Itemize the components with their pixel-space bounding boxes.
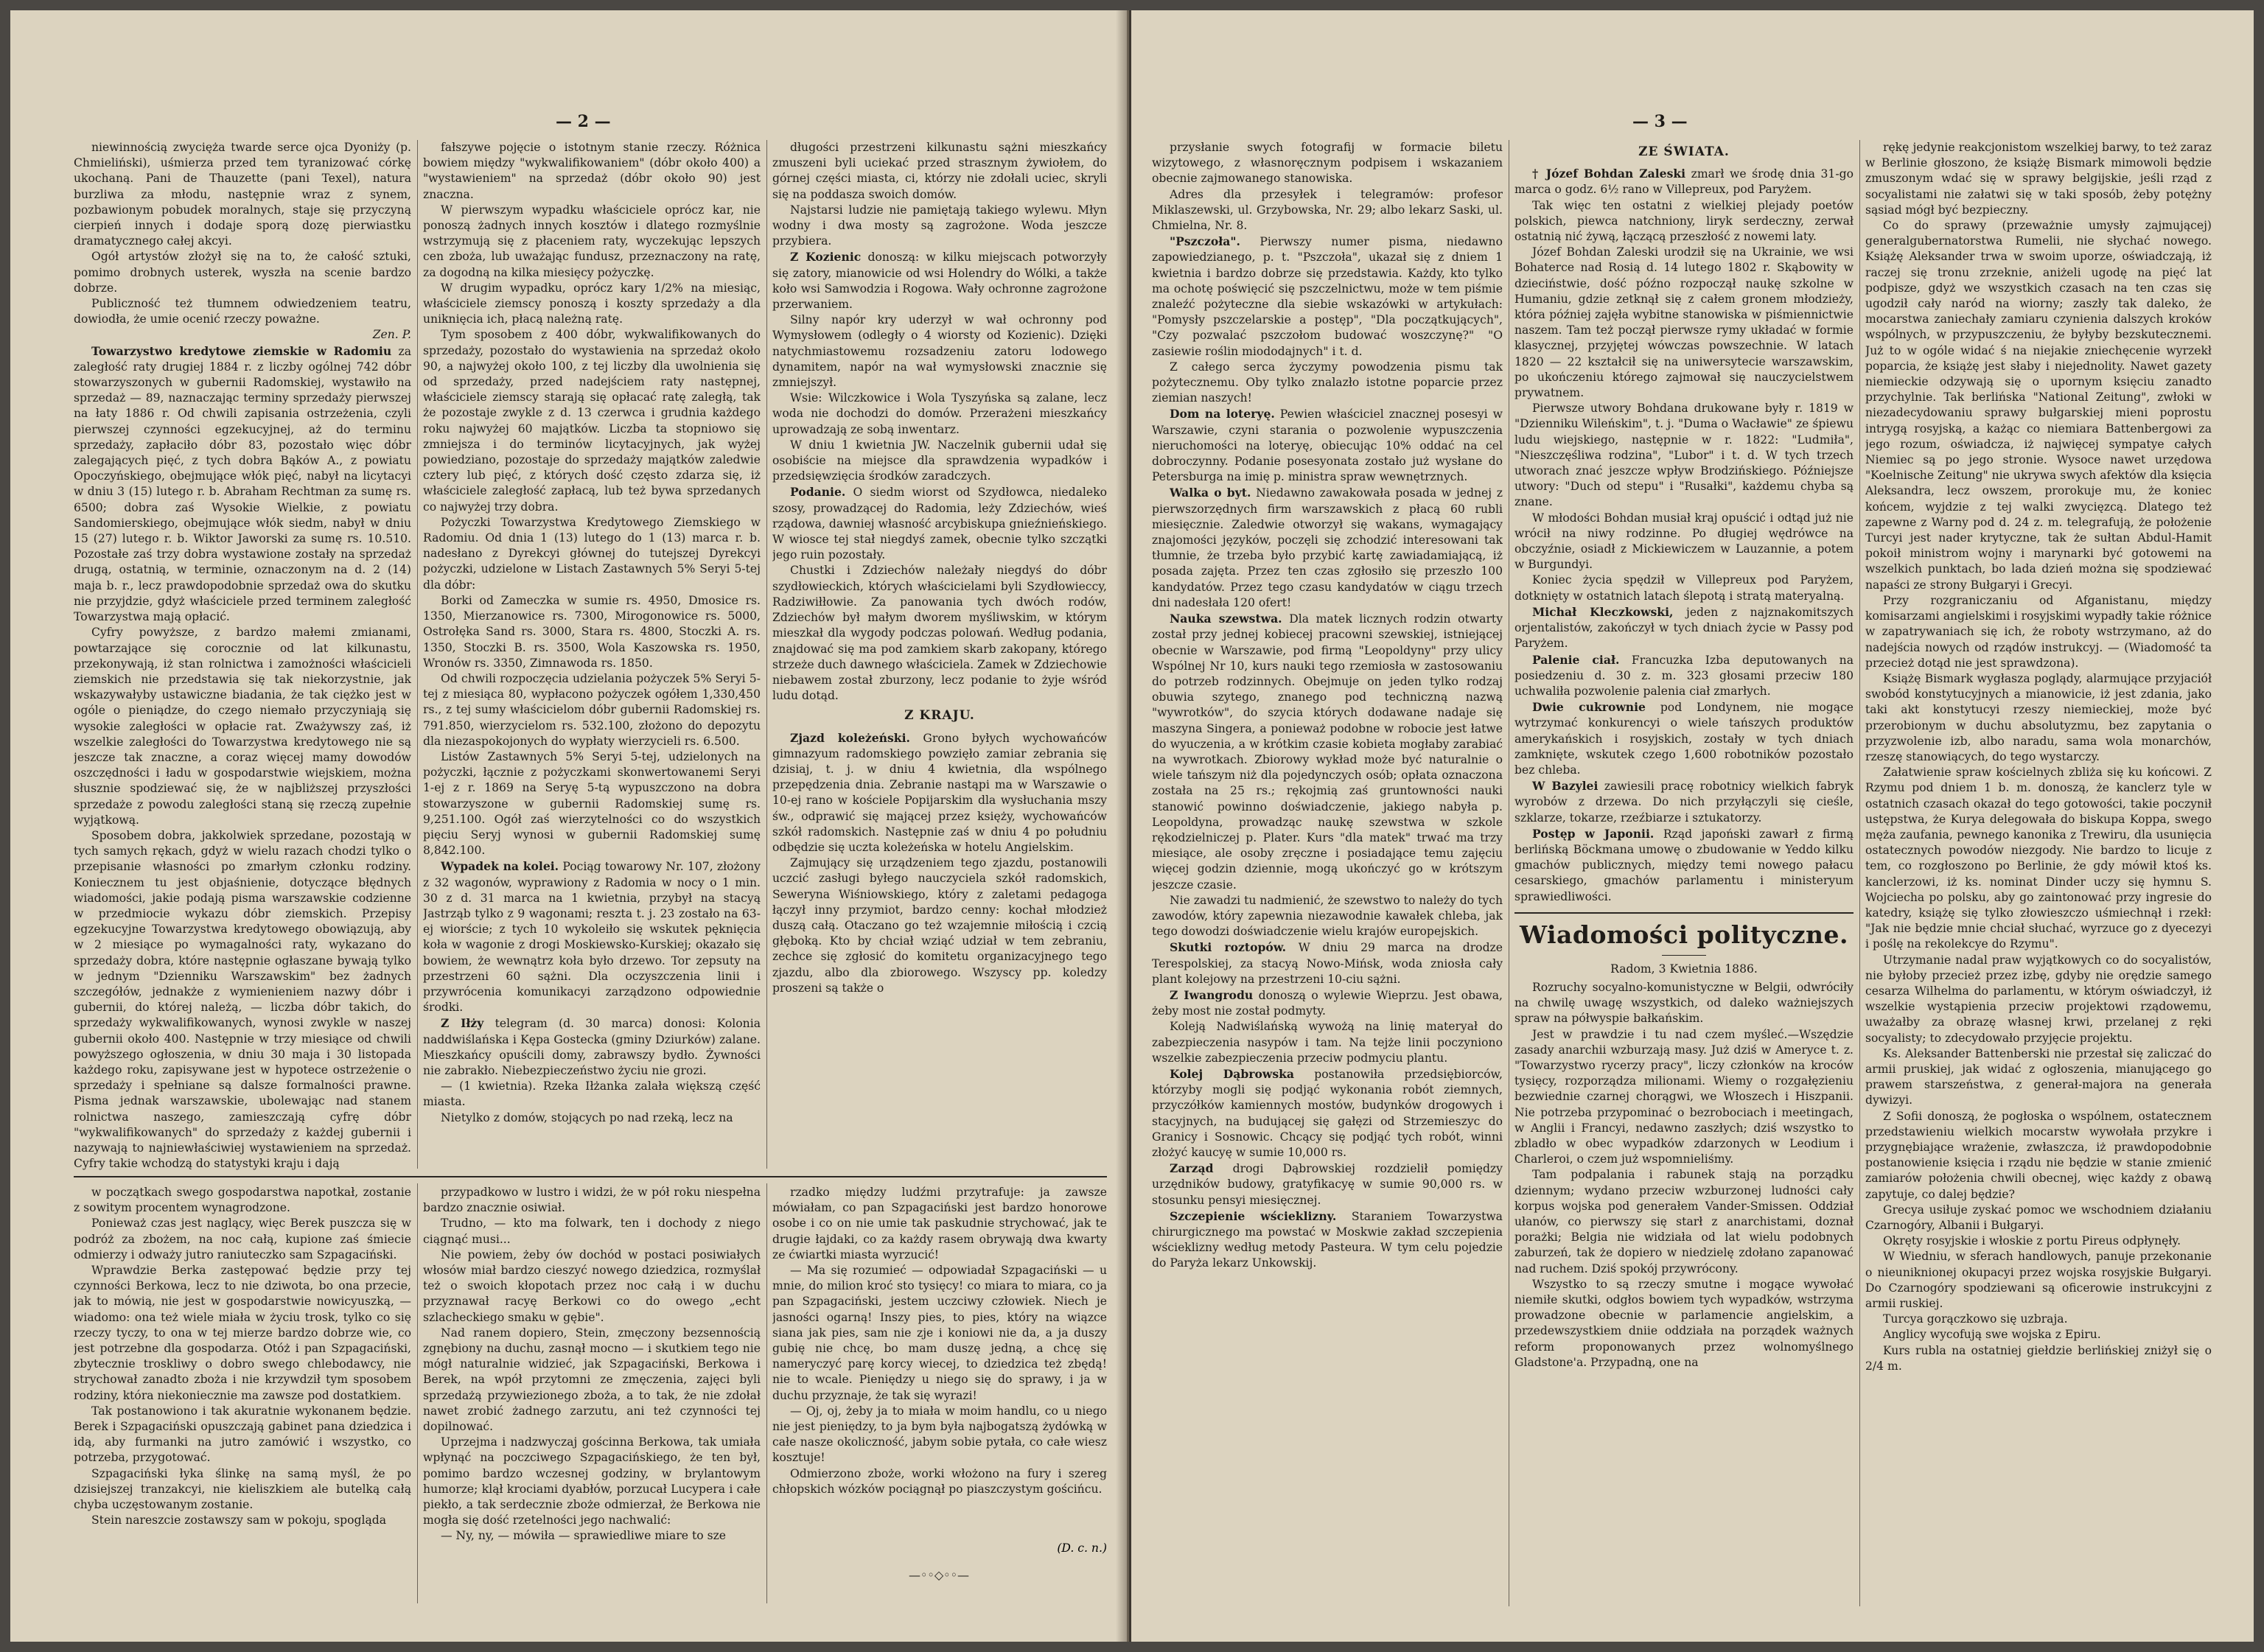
paragraph: Co do sprawy (przeważnie umysły zajmującej) generalgubernatorstwa Rumelii, nie słychać nowego. Książę Aleksander trwa w swoim uporze, oświadczają, iż raczej się tronu zrzeknie, aniżeli ugodę na pięć lat podpisze, gdyż we wszystkich czasach na ten czas się ugodził cały naród na wiorny; zaszły tak daleko, że mocarstwa zaniechały zamiaru czynienia dalszych kroków wspólnych, w przypuszczeniu, że byłyby bezskutecznemi. Już to w ogóle widać ś na niejakie zniechęcenie wyrzekł poparcia, że książę jest słaby i niejednolity. Nawet gazety niemieckie odzywają się o upornym księciu zanadto przychylnie. Tak berlińska "National Zeitung", zwłoki w niezadecydowaniu sprawy bułgarskiej mieni poprostu intrygą rosyjską, a każąc co niemiara Battenbergowi za jego rozum, oświadcza, iż najwięcej sympatye całych Niemiec są po jego stronie. Wysoce nawet urzędowa "Koelnische Zeitung" nie ukrywa swych afektów dla księcia Aleksandra, lecz owszem, prorokuje mu, że koniec końcem, wyjdzie z tej walki zwycięzcą. Dlatego też zapewne z Warny pod d. 24 z. m. telegrafują, że położenie Turcyi jest nader krytyczne, tak że sułtan Abdul-Hamit pokoił ministrom wojny i marynarki być gotowemi na wszelkich punktach, bo lada dzień można się spodziewać napaści ze strony Bułgaryi i Grecyi. — [1865, 219, 2212, 592]
column-divider — [766, 1183, 767, 1603]
article-column-1 — [74, 140, 411, 1172]
feuilleton-rule — [74, 1176, 1107, 1177]
paragraph: długości przestrzeni kilkunastu sążni mieszkańcy zmuszeni byli uciekać przed strasznym żywiołem, do górnej części miasta, ci, którzy nie zdołali uciec, skryli się na poddasza swoich domów. — [772, 141, 1107, 201]
paragraph: — (1 kwietnia). Rzeka Iłżanka zalała większą część miasta. — [423, 1079, 761, 1109]
paragraph: Ponieważ czas jest naglący, więc Berek puszcza się w podróż za zbożem, na noc całą, kupione zaś śmiecie odmierzy i odważy jutro raniuteczko sam Szpagaciński. — [74, 1217, 411, 1261]
paragraph: Pożyczki Towarzystwa Kredytowego Ziemskiego w Radomiu. Od dnia 1 (13) lutego do 1 (13) marca r. b. nadesłano z Dyrekcyi głównej do tutejszej Dyrekcyi pożyczki, udzielone w Listach Zastawnych 5% Seryi 5-tej dla dóbr: — [423, 515, 761, 592]
paragraph: Tak więc ten ostatni z wielkiej plejady poetów polskich, piewca natchniony, liryk serdeczny, zerwał ostatnią nić żywą, łączącą przeszłość z nowemi laty. — [1514, 198, 1854, 244]
newspaper-spread — [10, 10, 2254, 1642]
article-heading: Towarzystwo kredytowe ziemskie w Radomiu — [91, 343, 392, 358]
paragraph: Odmierzono zboże, worki włożono na fury i szereg chłopskich wózków pociągnął po piaszczystym gościńcu. — [772, 1466, 1107, 1496]
article-heading: Michał Kleczkowski, — [1532, 604, 1674, 619]
paragraph: Z Sofii donoszą, że pogłoska o wspólnem, ostatecznem przedstawieniu wielkich mocarstw wywołała przykre i przygnębiające wrażenie, zwłaszcza, iż prawdopodobnie postanowienie księcia i rządu nie będzie w stanie zmienić zamiarów położenia chwili obecnej, więc każdy z obawą zapytuje, co dalej będzie? — [1865, 1109, 2212, 1201]
paragraph: Kurs rubla na ostatniej giełdzie berlińskiej zniżył się o 2/4 m. — [1865, 1343, 2212, 1373]
paragraph: Tak postanowiono i tak akuratnie wykonanem będzie. Berek i Szpagaciński opuszczają gabinet pana dziedzica i idą, aby furmanki na jutro zamówić i wszystko, co potrzeba, przygotować. — [74, 1404, 411, 1465]
paragraph: Silny napór kry uderzył w wał ochronny pod Wymysłowem (odległy o 4 wiorsty od Kozienic). Dzięki natychmiastowemu rozsadzeniu zatoru lodowego dynamitem, napór na wał wymysłowski znacznie się zmniejszył. — [772, 313, 1107, 390]
paragraph: Najstarsi ludzie nie pamiętają takiego wylewu. Młyn wodny i dwa mosty są zagrożone. Woda jeszcze przybiera. — [772, 203, 1107, 248]
article-heading: Kolej Dąbrowska — [1170, 1066, 1295, 1081]
paragraph: rękę jedynie reakcjonistom wszelkiej barwy, to też zaraz w Berlinie głoszono, że książę Bismark mimowoli będzie zmuszonym wdać się w sprawy belgijskie, jeśli rząd z socyalistami nie załatwi się w taki sposób, żeby potężny sąsiad mógł być bezpieczny. — [1865, 141, 2212, 217]
paragraph: Załatwienie spraw kościelnych zbliża się ku końcowi. Z Rzymu pod dniem 1 b. m. donoszą, że kanclerz tyle w ostatnich czasach okazał do tego gotowości, takie poczynił ustępstwa, że Kurya delegowała do biskupa Koppa, swego męża zaufania, pewnego kanonika z Trewiru, dla usunięcia ostatecznych powodów niezgody. Nie bardzo to licuje z tem, co rozgłoszono po Berlinie, że gdy mówił ktoś ks. kanclerzowi, iż ks. nominat Dinder uczy się hymnu S. Wojciecha po polsku, aby go zaintonować przy ingresie do katedry, książę się tylko złowieszczo uśmiechnął i rzekł: "Jak nie będzie mnie chciał słuchać, wyrzuce go z dyecezyi i poślę na rekolekcye do Rzymu". — [1865, 766, 2212, 951]
author-signature: Zen. P. — [372, 328, 411, 342]
column-divider — [1859, 140, 1860, 1606]
page-right — [1131, 10, 2254, 1642]
article-heading: Walka o byt. — [1170, 486, 1251, 500]
section-rule — [1514, 912, 1854, 914]
article-column-3 — [772, 140, 1107, 1172]
article-heading: † Józef Bohdan Zaleski — [1532, 167, 1686, 181]
paragraph: Dla matek licznych rodzin otwarty został przy jednej kobiecej pracowni szewskiej, istniejącej obecnie w Warszawie, pod firmą "Leopoldyny" przy ulicy Wspólnej Nr 10, kurs nauki tego rzemiosła w zastosowaniu do potrzeb rodzinnych. Obejmuje on jeden tylko rodzaj obuwia szytego, znanego pod techniczną nazwą "wywrotków", do szycia których dodawane nadaje się maszyna Singera, a ponieważ podobne w robocie jest łatwe do wyuczenia, a w krótkim czasie kobieta mogłaby zarabiać na wywrotkach. Zbiorowy wykład może być naturalnie o wiele tańszym niż dla pojedynczych osób; opłata oznaczona została na 25 rs.; rękojmią zaś gruntowności nauki stanowić powinno doświadczenie, jakiego nabyła p. Leopoldyna, prowadząc naukę szewstwa w szkole rękodzielniczej p. Plater. Kurs "dla matek" trwać ma trzy miesiące, ale osoby zręczne i posiadające temu zajęciu więcej godzin dziennie, mogą ukończyć go w krótszym jeszcze czasie. — [1152, 612, 1503, 892]
paragraph: Nie powiem, żeby ów dochód w postaci posiwiałych włosów miał bardzo cieszyć nowego dziedzica, rozmyślał też o swoich kłopotach przez noc całą i w duchu przyznawał racyę Berkowi co do owego „echt szlacheckiego smaku w gębie". — [423, 1247, 761, 1324]
section-heading: ZE ŚWIATA. — [1638, 144, 1730, 159]
paragraph: telegram (d. 30 marca) donosi: Kolonia naddwiślańska i Kępa Gostecka (gminy Dziurków) zalane. Mieszkańcy opuścili domy, zabrawszy bydło. Żywności nie zabrakło. Niebezpieczeństwo życiu nie grozi. — [423, 1017, 761, 1077]
paragraph: Okręty rosyjskie i włoskie z portu Pireus odpłynęły. — [1883, 1234, 2181, 1248]
page-left — [10, 10, 1129, 1642]
page-number-right: — 3 — — [1632, 112, 1688, 131]
article-heading: Nauka szewstwa. — [1170, 612, 1282, 626]
paragraph: Wsie: Wilczkowice i Wola Tyszyńska są zalane, lecz woda nie dochodzi do domów. Przerażeni mieszkańcy uprowadzają ze sobą inwentarz. — [772, 391, 1107, 436]
paragraph: Grono byłych wychowańców gimnazyum radomskiego powzięło zamiar zebrania się dzisiaj, t. j. w dniu 4 kwietnia, dla wspólnego przepędzenia dnia. Zebranie nastąpi ma w Warszawie o 10-ej rano w kościele Popijarskim dla wysłuchania mszy św., odprawić się mającej przez księży, wychowańców szkół radomskich. Następnie zaś w dniu 4 po południu odbędzie się uczta koleżeńska w hotelu Angielskim. — [772, 731, 1107, 854]
paragraph: Uprzejma i nadzwyczaj gościnna Berkowa, tak umiała wpłynąć na poczciwego Szpagacińskiego, że ten był, pomimo bardzo wczesnej godziny, w brylantowym humorze; klął krociami dyabłów, porzucał Lucypera i całe piekło, a tak serdecznie zboże odmierzał, że Berkowa nie mogła się dość rzetelności jego nachwalić: — [423, 1435, 761, 1527]
paragraph: Listów Zastawnych 5% Seryi 5-tej, udzielonych na pożyczki, łącznie z pożyczkami skonwertowanemi Seryi 1-ej z r. 1869 na Seryę 5-tą wypuszczono na dobra stowarzyszone w gubernii Radomskiej sumę rs. 9,251.100. Ogół zaś wierzytelności co do wszystkich pięciu Seryj wynosi w gubernii Radomskiej sumę 8,842.100. — [423, 749, 761, 858]
paragraph: Publiczność też tłumnem odwiedzeniem teatru, dowiodła, że umie ocenić rzeczy poważne. — [74, 297, 411, 326]
paragraph: Tam podpalania i rabunek stają na porządku dziennym; wydano przeciw wzburzonej ludności cały korpus wojska pod generałem Vander-Smissen. Oddział ułanów, co pierwszy się starł z anarchistami, doznał porażki; Belgia nie widziała od lat wielu podobnych zaburzeń, tak że dopiero w niedzielę zdołano zapanować nad ruchem. Dziś spokój przywrócony. — [1514, 1168, 1854, 1275]
feuilleton-column-2 — [423, 1185, 761, 1602]
paragraph: Staraniem Towarzystwa chirurgicznego ma powstać w Moskwie zakład szczepienia wścieklizny według metody Pasteura. W tym celu pojedzie do Paryża lekarz Unkowskij. — [1152, 1209, 1503, 1270]
feuilleton-column-3 — [772, 1185, 1107, 1531]
ornament-divider: —◦◦◇◦◦— — [908, 1568, 970, 1582]
paragraph: Józef Bohdan Zaleski urodził się na Ukrainie, we wsi Bohaterce nad Rosią d. 14 lutego 1802 r. Skąbowity w dzieciństwie, dość późno rozpoczął naukę szkolne w Humaniu, gdzie zetknął się z całem gronem młodzieży, która później zajęła wybitne stanowiska w piśmiennictwie naszem. Tam też począł pierwsze rymy układać w formie klasycznej, przyjętej wówczas powszechnie. W latach 1820 — 22 kształcił się na uniwersytecie warszawskim, po ukończeniu którego zajmował się nauczycielstwem prywatnem. — [1514, 245, 1854, 400]
paragraph: Nie zawadzi tu nadmienić, że szewstwo to należy do tych zawodów, który zapewnia niezawodnie kawałek chleba, jak tego dowodzi doświadczenie wielu krajów europejskich. — [1152, 893, 1503, 939]
page-number-left: — 2 — — [556, 112, 611, 131]
paragraph: w początkach swego gospodarstwa napotkał, zostanie z sowitym procentem wynagrodzone. — [74, 1186, 411, 1215]
paragraph: Grecya usiłuje zyskać pomoc we wschodniem działaniu Czarnogóry, Albanii i Bułgaryi. — [1865, 1203, 2212, 1233]
paragraph: Przy rozgraniczaniu od Afganistanu, między komisarzami angielskimi i rosyjskimi wypadły takie różnice w zapatrywaniach się ich, że roboty wstrzymano, aż do nadejścia nowych od rządów instrukcyj. — (Wiadomość ta przecież dotąd nie jest sprawdzona). — [1865, 593, 2212, 670]
paragraph: Tym sposobem z 400 dóbr, wykwalifikowanych do sprzedaży, pozostało do wystawienia na sprzedaż około 90, a najwyżej około 100, z tej liczby dla uwolnienia się od sprzedaży, przed nadejściem raty następnej, właściciele ziemscy starają się opłacać ratę zaległą, tak że pozostaje zwykle z d. 13 czerwca i grudnia każdego roku najwyżej 60 majątków. Liczba ta stopniowo się zmniejsza i do terminów licytacyjnych, jak wyżej powiedziano, pozostaje do sprzedaży majątków zaledwie cztery lub pięć, z których dość często zdarza się, iż właściciele zaległość zapłacą, lub też bywa sprzedanych co najwyżej trzy dobra. — [423, 328, 761, 514]
paragraph: Niedawno zawakowała posada w jednej z pierwszorzędnych firm warszawskich z płacą 60 rubli miesięcznie. Zaledwie otworzył się wakans, wymagający znajomości języków, poczęli się zchodzić interesowani tak tłumnie, że trzeba było przybić kartę zawiadamiającą, iż posada zajęta. Przez ten czas zgłosiło się przeszło 100 kandydatów. Przez tego czasu kandydatów w ciągu trzech dni nadesłała 120 ofert! — [1152, 486, 1503, 609]
paragraph: Adres dla przesyłek i telegramów: profesor Miklaszewski, ul. Grzybowska, Nr. 29; albo lekarz Saski, ul. Chmielna, Nr. 8. — [1152, 187, 1503, 233]
paragraph: Pierwsze utwory Bohdana drukowane były r. 1819 w "Dzienniku Wileńskim", t. j. "Duma o Wacławie" ze śpiewu ludu wiejskiego, następnie w r. 1822: "Ludmiła", "Nieszczęśliwa rodzina", "Lubor" i t. d. W tych trzech utworach znać jeszcze wpływ Brodzińskiego. Późniejsze utwory: "Duch od stepu" i "Rusałki", każdemu chyba są znane. — [1514, 402, 1854, 509]
paragraph: — Ny, ny, — mówiła — sprawiedliwe miare to sze — [441, 1529, 727, 1543]
paragraph: Wszystko to są rzeczy smutne i mogące wywołać niemiłe skutki, odgłos bowiem tych wypadków, wstrzyma prowadzone obecnie w parlamencie angielskim, a przedewszystkiem dniie oddziała na porządek ważnych reform proponowanych przez wolnomyślnego Gladstone'a. Przypadną, one na — [1514, 1277, 1854, 1369]
paragraph: Borki od Zameczka w sumie rs. 4950, Dmosice rs. 1350, Mierzanowice rs. 7300, Mirogonowice rs. 5000, Ostrołęka Sand rs. 3000, Stara rs. 4800, Stoczki A. rs. 1350, Stoczki B. rs. 3500, Wola Kaszowska rs. 1950, Wronów rs. 3350, Zimnawoda rs. 1850. — [423, 593, 761, 670]
column-divider — [766, 140, 767, 1169]
article-heading: Zjazd koleżeński. — [790, 730, 910, 745]
paragraph: postanowiła przedsiębiorców, którzyby mogli się podjąć wykonania robót ziemnych, przyczółków kamiennych mostów, budynków drogowych i stacyjnych, na budującej się gałęzi od Strzemieszyc do Granicy i Sosnowic. Chcący się podjąć tych robót, winni złożyć kaucyę w sumie 10,000 rs. — [1152, 1067, 1503, 1159]
paragraph: Pierwszy numer pisma, niedawno zapowiedzianego, p. t. "Pszczoła", ukazał się z dniem 1 kwietnia i bardzo dobrze się przedstawia. Każdy, kto tylko ma ochotę poświęcić się pszczelnictwu, może w tem piśmie znaleźć pożyteczne dla siebie wskazówki w artykułach: "Pomysły pszczelarskie a postęp", "Dla początkujących", "Czy pozwalać pszczołom budować woszczynę?" "O zasiewie roślin miododajnych" i t. d. — [1152, 235, 1503, 358]
article-heading: Z Iwangrodu — [1170, 987, 1254, 1002]
article-column-1 — [1152, 140, 1503, 1606]
paragraph: drogi Dąbrowskiej rozdzielił pomiędzy urzędników budowy, gratyfikacyę w sumie 90,000 rs. w stosunku pensyi miesięcznej. — [1152, 1162, 1503, 1207]
paragraph: Od chwili rozpoczęcia udzielania pożyczek 5% Seryi 5-tej z miesiąca 80, wypłacono pożyczek ogółem 1,330,450 rs., z tej sumy właścicielom dóbr gubernii Radomskiej rs. 791.850, wierzycielom rs. 532.100, złożono do depozytu dla niezaspokojonych do wypłaty wierzycieli rs. 6.500. — [423, 671, 761, 748]
column-divider — [417, 140, 418, 1169]
paragraph: donoszą o wylewie Wieprzu. Jest obawa, żeby most nie został podmyty. — [1152, 988, 1503, 1018]
paragraph: O siedm wiorst od Szydłowca, niedaleko szosy, prowadzącej do Radomia, leży Zdziechów, wieś rządowa, dawniej własność arcybiskupa gnieźnieńskiego. W wiosce tej stał niegdyś zamek, obecnie tylko szczątki jego ruin pozostały. — [772, 486, 1107, 562]
paragraph: Turcya gorączkowo się uzbraja. — [1883, 1312, 2068, 1326]
paragraph: W drugim wypadku, oprócz kary 1/2% na miesiąc, właściciele ziemscy ponoszą i koszty sprzedaży a dla uniknięcia ich, płacą należną ratę. — [423, 281, 761, 326]
section-heading: Z KRAJU. — [904, 708, 975, 724]
section-title-politics: Wiadomości polityczne. — [1520, 920, 1848, 949]
article-heading: Z Kozienic — [790, 250, 862, 265]
paragraph: Koleją Nadwiślańską wywożą na linię materyał do zabezpieczenia nasypów i tam. Na tejże linii poczyniono wszelkie zabezpieczenia przeciw podmyciu plantu. — [1152, 1020, 1503, 1065]
paragraph: Z całego serca życzymy powodzenia pismu tak pożytecznemu. Oby tylko znalazło istotne poparcie przez ziemian naszych! — [1152, 360, 1503, 405]
paragraph: jeden z najznakomitszych orjentalistów, zakończył w tych dniach życie w Passy pod Paryżem. — [1514, 605, 1854, 651]
paragraph: Anglicy wycofują swe wojska z Epiru. — [1883, 1328, 2101, 1342]
paragraph: za zaległość raty drugiej 1884 r. z liczby ogólnej 742 dóbr stowarzyszonych w gubernii Radomskiej, wystawiło na sprzedaż — 89, naznaczając terminy sprzedaży pierwszej na łaty 1886 r. Od chwili zapisania ostrzeżenia, czyli pierwszej czynności egzekucyjnej, aż do terminu sprzedaży, zapłaciło dóbr 83, pozostało więc dóbr zalegających pięć, z tych dobra Bąków A., z powiatu Opoczyńskiego, obejmujące włók pięć, nabył na licytacyi w dniu 3 (15) lutego r. b. Abraham Rechtman za sumę rs. 6500; dobra zaś Wysokie Wielkie, z powiatu Sandomierskiego, obejmujące włók siedm, nabył w dniu 15 (27) lutego r. b. Wiktor Jaworski za sumę rs. 10.510. Pozostałe zaś trzy dobra wystawione zostały na sprzedaż drugą, ostatnią, w terminie, oznaczonym na d. 2 (14) maja b. r., lecz prawdopodobnie sprzedaż owa do skutku nie przyjdzie, gdyż właściciele przed terminem zaległość Towarzystwa mają opłacić. — [74, 344, 411, 624]
article-column-2 — [423, 140, 761, 1172]
paragraph: Utrzymanie nadal praw wyjątkowych co do socyalistów, nie byłoby przecież przez izbę, gdyby nie orędzie samego cesarza Wilhelma do parlamentu, w którym oświadczył, iż wszelkie wystąpienia przeciw projektowi rządowemu, uważałby za obrazę własnej krwi, przelanej z ręki socyalisty; to zdecydowało przyjęcie projektu. — [1865, 953, 2212, 1045]
article-heading: Zarząd — [1170, 1161, 1214, 1176]
paragraph: przypadkowo w lustro i widzi, że w pół roku niespełna bardzo znacznie osiwiał. — [423, 1186, 761, 1215]
paragraph: W pierwszym wypadku właściciele oprócz kar, nie ponoszą żadnych innych kosztów i dlatego rozmyślnie wstrzymują się z płaceniem raty, wyczekując lepszych cen zboża, lub uważając fundusz, przeznaczony na ratę, za dogodną na kilka miesięcy pożyczkę. — [423, 203, 761, 279]
paragraph: Koniec życia spędził w Villepreux pod Paryżem, dotknięty w ostatnich latach ślepotą i stratą materyalną. — [1514, 573, 1854, 603]
article-column-2 — [1514, 140, 1854, 1606]
paragraph: zmarł we środę dnia 31-go marca o godz. 6½ rano w Villepreux, pod Paryżem. — [1514, 167, 1854, 197]
paragraph: Ks. Aleksander Battenberski nie przestał się zaliczać do armii pruskiej, jak widać z ogłoszenia, mianującego go prawem starszeństwa, z generał-majora na generała dywizyi. — [1865, 1046, 2212, 1107]
paragraph: W dniu 29 marca na drodze Terespolskiej, za stacyą Nowo-Mińsk, woda zniosła cały plant kolejowy na przestrzeni 10-ciu sążni. — [1152, 941, 1503, 986]
paragraph: rzadko między ludźmi przytrafuje: ja zawsze mówiałam, co pan Szpagaciński jest bardzo honorowe osobe i co on nie umie tak paskudnie strychować, jak te drugie łajdaki, co za każdy rasem obrywają dwa kwarty ze ćwiartki miasta wyrzucić! — [772, 1186, 1107, 1261]
article-heading: "Pszczoła". — [1170, 234, 1240, 249]
paragraph: — Ma się rozumieć — odpowiadał Szpagaciński — u mnie, do milion kroć sto tysięcy! co miara to miara, co ja pan Szpagaciński, jestem uczciwy człowiek. Niech je jasności ogarną! Inszy pies, to pies, który na wiązce siana jak pies, sam nie zje i koniowi nie da, a ja duszy gubię nie chcę, bo mam duszę jedną, a chcę się nameryczyć parę korcy wiecej, to dziedzica też zbędą! nie to wcale. Pieniędzy u niego się do sprawy, i ja w duchu przyznaje, że tak się wyrazi! — [772, 1264, 1107, 1402]
paragraph: W dniu 1 kwietnia JW. Naczelnik gubernii udał się osobiście na miejsce dla sprawdzenia wypadków i przedsięwzięcia środków zaradczych. — [772, 438, 1107, 483]
article-heading: W Bazylei — [1532, 779, 1599, 794]
article-heading: Podanie. — [790, 485, 846, 500]
article-heading: Skutki roztopów. — [1170, 940, 1287, 955]
article-heading: Dom na loteryę. — [1170, 407, 1275, 421]
paragraph: pod Londynem, nie mogące wytrzymać konkurencyi o wiele tańszych produktów amerykańskich i rosyjskich, zostały w tych dniach zamknięte, wskutek czego 1,600 robotników pozostało bez chleba. — [1514, 701, 1854, 777]
article-column-3 — [1865, 140, 2212, 1606]
paragraph: Pociąg towarowy Nr. 107, złożony z 32 wagonów, wyprawiony z Radomia w nocy o 1 min. 30 z d. 31 marca na 1 kwietnia, przybył na stacyą Jastrząb tylko z 9 wagonami; reszta t. j. 23 zostało na 63-ej wiorście; z tych 10 wykoleiło się wskutek pęknięcia koła w wagonie z drogi Moskiewsko-Kurskiej; okazało się bowiem, że wewnątrz koła było drzewo. Tor zepsuty na przestrzeni 60 sążni. Dla oczyszczenia linii i przywrócenia komunikacyi zarządzono odpowiednie środki. — [423, 860, 761, 1015]
article-heading: Postęp w Japonii. — [1532, 826, 1655, 841]
article-heading: Wypadek na kolei. — [441, 859, 559, 874]
paragraph: Nad ranem dopiero, Stein, zmęczony bezsennością zgnębiony na duchu, zasnął mocno — i skutkiem tego nie mógł naturalnie widzieć, jak Szpagaciński, Berkowa i Berek, na wpół przytomni ze zmęczenia, zajęci byli sprzedażą przywiezionego zboża, a to tak, że nie zdołał nawet zrobić żadnego zarzutu, ani też czynności tej dopilnować. — [423, 1326, 761, 1434]
paragraph: Sposobem dobra, jakkolwiek sprzedane, pozostają w tych samych rękach, gdyż w wielu razach chodzi tylko o przepisanie własności po zmarłym członku rodziny. Koniecznem tu jest objaśnienie, dotyczące błędnych wiadomości, jakie podają pisma warszawskie codzienne w przedmiocie wykazu dóbr ziemskich. Przepisy egzekucyjne Towarzystwa kredytowego obowiązują, aby w 2 miesiące po wymagalności raty, wykazano do sprzedaży dobra, które następnie ogłaszane bywają tylko w jednym "Dzienniku Warszawskim" bez żadnych szczegółów, jednakże z wymienieniem nazwy dóbr i gubernii, do której należą, — liczba dóbr takich, do sprzedaży wykwalifikowanych, wynosi zwykle w naszej gubernii około 400. Następnie w trzy miesiące od chwili powyższego ogłoszenia, w dniu 30 maja i 30 listopada każdego roku, zapisywane jest w hypotece ostrzeżenie o sprzedaży i spełniane są dalsze formalności prawne. Pisma jednak warszawskie, ubolewając nad stanem rolnictwa naszego, zamieszczają cyfrę dóbr "wykwalifikowanych" do sprzedaży z każdej gubernii i nazywają to najniewłaściwiej wystawieniem na sprzedaż. Cyfry takie wchodzą do statystyki kraju i dają — [74, 828, 411, 1171]
feuilleton-column-1 — [74, 1185, 411, 1602]
paragraph: Szpagaciński łyka ślinkę na samą myśl, że po dzisiejszej tranzakcyi, nie kieliszkiem ale butelką całą chyba uczęstowanym zostanie. — [74, 1466, 411, 1512]
paragraph: niewinnością zwycięża twarde serce ojca Dyoniży (p. Chmieliński), uśmierza przed tem tyranizować córkę ukochaną. Pani de Thauzette (pani Texel), natura burzliwa za młodu, następnie wraz z synem, pozbawionym pobudek moralnych, staje się przyczyną cierpień innych i dodaje sporą dozę pierwiastku dramatycznego całej akcyi. — [74, 141, 411, 248]
paragraph: Wprawdzie Berka zastępować będzie przy tej czynności Berkowa, lecz to nie dziwota, bo ona przecie, jak to mówią, nie jest w gospodarstwie nowicyuszką, — wiadomo: ona też wiele miała w życiu trosk, tylko co się rzeczy tyczy, to ona w tej mierze bardzo dobrze wie, co jest potrzebne dla gospodarza. Otóż i pan Szpagaciński, zbytecznie troskliwy o dobro swego chlebodawcy, nie strychował zanadto zboża i nie krzywdził tym sposobem rodziny, która niekoniecznie ma zawsze pod dostatkiem. — [74, 1264, 411, 1402]
paragraph: W Wiedniu, w sferach handlowych, panuje przekonanie o nieuniknionej okupacyi przez wojska rosyjskie Bułgaryi. Do Czarnogóry spodziewani są oficerowie instrukcyjni z armii ruskiej. — [1865, 1250, 2212, 1311]
paragraph: Trudno, — kto ma folwark, ten i dochody z niego ciągnąć musi... — [423, 1217, 761, 1246]
paragraph: przysłanie swych fotografij w formacie biletu wizytowego, z własnoręcznym podpisem i wskazaniem obecnie zajmowanego stanowiska. — [1152, 141, 1503, 186]
paragraph: Chustki i Zdziechów należały niegdyś do dóbr szydłowieckich, których właścicielami byli Szydłowieccy, Radziwiłłowie. Za panowania tych dwóch rodów, Zdziechów był małym dworem myśliwskim, w którym mieszkał dla wygody podczas polowań. Według podania, znajdować się ma pod zamkiem skarb zakopany, którego strzeże duch dawnego właściciela. Zamek w Zdziechowie niebawem został zburzony, lecz podanie to żyje wśród ludu dotąd. — [772, 564, 1107, 703]
paragraph: donoszą: w kilku miejscach potworzyły się zatory, mianowicie od wsi Holendry do Wólki, a także koło wsi Samwodzia i Rogowa. Wały ochronne zagrożone przerwaniem. — [772, 251, 1107, 312]
paragraph: Cyfry powyższe, z bardzo małemi zmianami, powtarzające się corocznie od lat kilkunastu, przekonywają, iż stan rolnictwa i zamożności właścicieli ziemskich nie przedstawia się tak niekorzystnie, jak wskazywałyby ustawiczne biadania, że tak ciężko jest w ogóle o pieniądze, do czego niemało przyczyniają się wysokie zaległości w opłacie rat. Zważywszy zaś, iż wszelkie zaległości do Towarzystwa kredytowego nie są jeszcze tak znaczne, a coraz więcej mamy dowodów oszczędności i ładu w gospodarstwie wiejskiem, można słusznie spodziewać się, że w najbliższej przyszłości sprzedaże z powodu zaległości staną się rzeczą zupełnie wyjątkową. — [74, 626, 411, 827]
paragraph: Książę Bismark wygłasza poglądy, alarmujące przyjaciół swobód konstytucyjnych a mianowicie, iż jest zdania, jako taki akt konstytucyi rzeszy niemieckiej, może być przerobionym w duchu absolutyzmu, bez zapytania o przyzwolenie izb, albo naradu, sama wola monarchów, rzeszę stanowiących, do tego wystarczy. — [1865, 671, 2212, 763]
paragraph: Jest w prawdzie i tu nad czem myśleć.—Wszędzie zasady anarchii wzburzają masy. Już dziś w Ameryce t. z. "Towarzystwo rycerzy pracy", liczy członków na kroców tysięcy, rozporządza milionami. Wiemy o rozgałęzieniu bezwiednie czarnej chorągwi, we Włoszech i Hiszpanii. Nie potrzeba przypominać o bezrobociach i meetingach, w Anglii i Francyi, nedawno zaszłych; dziś wszystko to zbladło w obec wypadków zdarzonych w Leodium i Charleroi, o czem już wspomnieliśmy. — [1514, 1027, 1854, 1166]
paragraph: Stein nareszcie zostawszy sam w pokoju, spogląda — [91, 1513, 387, 1527]
title-underline — [1662, 955, 1706, 956]
paragraph: fałszywe pojęcie o istotnym stanie rzeczy. Różnica bowiem między "wykwalifikowaniem" (dóbr około 400) a "wystawieniem" na sprzedaż (dóbr około 90) jest znaczna. — [423, 141, 761, 201]
continuation-note: (D. c. n.) — [1057, 1541, 1107, 1555]
paragraph: — Oj, oj, żeby ja to miała w moim handlu, co u niego nie jest pieniędzy, to ja bym była najbogatszą żydówką w całe nasze okoliczność, jabym sobie pytała, co całe wiesz kosztuje! — [772, 1404, 1107, 1465]
paragraph: zawiesili pracę robotnicy wielkich fabryk wyrobów z drzewa. Do nich przyłączyli się cieśle, szklarze, tokarze, rzeźbiarze i sztukatorzy. — [1514, 780, 1854, 825]
paragraph: W młodości Bohdan musiał kraj opuścić i odtąd już nie wrócił na niwy rodzinne. Po długiej wędrówce na obczyźnie, osiadł z Mickiewiczem w Lauzannie, a potem w Burgundyi. — [1514, 511, 1854, 572]
paragraph: Rozruchy socyalno-komunistyczne w Belgii, odwróciły na chwilę uwagę wszystkich, od daleko ważniejszych spraw na półwyspie bałkańskim. — [1514, 980, 1854, 1026]
paragraph: Francuzka Izba deputowanych na posiedzeniu d. 30 z. m. 323 głosami przeciw 180 uchwaliła pozwolenie palenia ciał zmarłych. — [1514, 653, 1854, 698]
paragraph: Nietylko z domów, stojących po nad rzeką, lecz na — [441, 1110, 733, 1124]
article-heading: Palenie ciał. — [1532, 652, 1620, 667]
paragraph: Pewien właściciel znacznej posesyi w Warszawie, czyni starania o pozwolenie wypuszczenia nieruchomości na loteryę, obiecując 10% oddać na cel dobroczynny. Podanie posesyonata zostało już wysłane do Petersburga na imię p. ministra spraw wewnętrznych. — [1152, 407, 1503, 484]
article-heading: Dwie cukrownie — [1532, 700, 1646, 715]
paragraph: Rząd japoński zawarł z firmą berlińską Böckmana umowę o zbudowanie w Yeddo kilku gmachów publicznych, między temi nowego pałacu cesarskiego, gmachów parlamentu i ministeryum sprawiedliwości. — [1514, 827, 1854, 903]
paragraph: Ogół artystów złożył się na to, że całość sztuki, pomimo drobnych usterek, wyszła na scenie bardzo dobrze. — [74, 250, 411, 295]
paragraph: Zajmujący się urządzeniem tego zjazdu, postanowili uczcić zasługi byłego nauczyciela szkół radomskich, Seweryna Wiśniowskiego, który z zaletami pedagoga łączył inny przymiot, bardzo cenny: kochał młodzież duszą całą. Otaczano go też wzajemnie miłością i czcią głęboką. Kto by chciał wziąć udział w tem zebraniu, zechce się zgłosić do komitetu organizacyjnego tego zjazdu, albo dla zbiorowego. Wszyscy pp. koledzy proszeni są także o — [772, 856, 1107, 995]
article-heading: Z Iłży — [441, 1016, 484, 1031]
article-heading: Szczepienie wścieklizny. — [1170, 1208, 1337, 1223]
dateline: Radom, 3 Kwietnia 1886. — [1610, 962, 1758, 976]
column-divider — [417, 1183, 418, 1603]
